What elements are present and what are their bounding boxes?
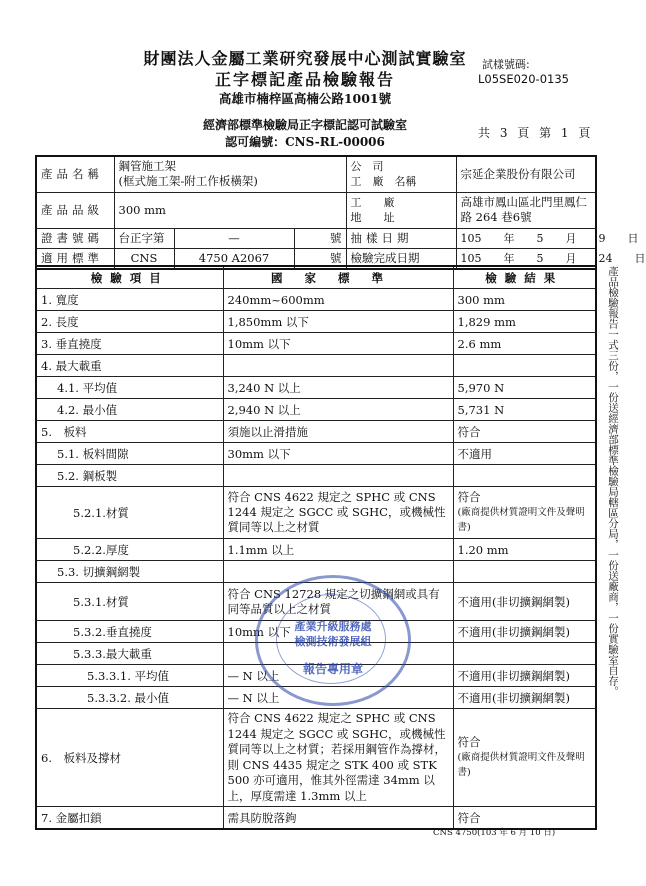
company-label: 公 司 工 廠 名稱: [346, 156, 456, 192]
test-result: 符合: [457, 490, 481, 504]
test-item: 7. 金屬扣鎖: [36, 807, 223, 830]
test-item: 5.3.3.最大載重: [36, 643, 223, 665]
completion-date-label: 檢驗完成日期: [346, 248, 456, 269]
cert-number: —: [174, 228, 294, 248]
table-row: [36, 421, 596, 443]
test-result: 不適用(非切擴鋼網製): [453, 621, 596, 643]
stamp-text-line3: 報告專用章: [302, 662, 363, 676]
test-result: 符合: [453, 807, 596, 830]
test-results-table: [35, 265, 597, 830]
test-result: 5,731 N: [453, 399, 596, 421]
test-item: 5.3.1.材質: [36, 583, 223, 621]
completion-date: 105 年 5 月 24 日: [456, 248, 596, 269]
test-item: 5.3.3.2. 最小值: [36, 687, 223, 709]
table-row: [36, 399, 596, 421]
page-info: 共 3 頁 第 1 頁: [478, 126, 594, 140]
test-item: 4. 最大載重: [36, 355, 223, 377]
test-standard: — N 以上: [223, 687, 453, 709]
approval-number: 認可編號：CNS-RL-00006: [225, 135, 385, 149]
test-item: 5.3.2.垂直撓度: [36, 621, 223, 643]
table-row: [36, 311, 596, 333]
test-standard: 3,240 N 以上: [223, 377, 453, 399]
report-number-label: 試樣號碼:: [482, 58, 530, 71]
test-standard: 240mm~600mm: [223, 289, 453, 311]
test-item: 5.1. 板料間隙: [36, 443, 223, 465]
lab-title: 財團法人金屬工業研究發展中心測試實驗室: [143, 49, 467, 68]
test-result: 不適用(非切擴鋼網製): [453, 583, 596, 621]
test-standard: 10mm 以下: [223, 333, 453, 355]
standard-suffix: 號: [294, 248, 346, 269]
table-row: [36, 443, 596, 465]
product-name: 鋼管施工架 (框式施工架-附工作板橫架): [114, 156, 346, 192]
table-row: [36, 709, 596, 807]
test-item: 1. 寬度: [36, 289, 223, 311]
test-item: 6. 板料及撐材: [36, 709, 223, 807]
test-result-cell: [453, 487, 596, 539]
grade-label: 產品品級: [36, 192, 114, 228]
test-standard: 需具防脫落鉤: [223, 807, 453, 830]
standard-prefix: CNS: [114, 248, 174, 269]
cert-suffix: 號: [294, 228, 346, 248]
test-result: [453, 355, 596, 377]
test-item: 5.2.1.材質: [36, 487, 223, 539]
test-standard: 符合 CNS 12728 規定之切擴鋼網或具有同等品質以上之材質: [223, 583, 453, 621]
test-result-cell: [453, 709, 596, 807]
product-grade: 300 mm: [114, 192, 346, 228]
column-header-standard: 國家標準: [223, 266, 453, 289]
product-name-label: 產品名稱: [36, 156, 114, 192]
test-result: 不適用(非切擴鋼網製): [453, 665, 596, 687]
test-result: [453, 561, 596, 583]
test-result-note: (廠商提供材質證明文件及聲明書): [457, 507, 585, 533]
cert-prefix: 台正字第: [114, 228, 174, 248]
factory-address-label: 工 廠 地 址: [346, 192, 456, 228]
sample-date-label: 抽樣日期: [346, 228, 456, 248]
test-result: 5,970 N: [453, 377, 596, 399]
column-header-item: 檢驗項目: [36, 266, 223, 289]
company-name: 宗延企業股份有限公司: [456, 156, 596, 192]
test-item: 2. 長度: [36, 311, 223, 333]
standard-label: 適用標準: [36, 248, 114, 269]
test-result: [453, 465, 596, 487]
test-result: 不適用(非切擴鋼網製): [453, 687, 596, 709]
test-standard: 2,940 N 以上: [223, 399, 453, 421]
table-row: [36, 487, 596, 539]
stamp-text-line2: 檢測技術發展組: [294, 635, 372, 648]
test-standard: 1.1mm 以上: [223, 539, 453, 561]
form-footer: CNS 4750(103 年 6 月 10 日): [433, 828, 556, 838]
test-standard: — N 以上: [223, 665, 453, 687]
side-note: 產品檢驗報告一式三份，一份送經濟部標準檢驗局轄區分局，一份送廠商，一份實驗室自存。: [607, 266, 619, 697]
report-number: L05SE020-0135: [478, 72, 569, 86]
stamp-text-line1: 產業升級服務處: [294, 620, 372, 633]
factory-address: 高雄市鳳山區北門里鳳仁路 264 巷6號: [456, 192, 596, 228]
test-result: 1.20 mm: [453, 539, 596, 561]
authority-line: 經濟部標準檢驗局正字標記認可試驗室: [202, 118, 407, 132]
test-item: 5. 板料: [36, 421, 223, 443]
test-item: 4.2. 最小值: [36, 399, 223, 421]
standard-number: 4750 A2067: [174, 248, 294, 269]
column-header-result: 檢驗結果: [453, 266, 596, 289]
test-standard: 30mm 以下: [223, 443, 453, 465]
test-item: 5.2.2.厚度: [36, 539, 223, 561]
test-result-note: (廠商提供材質證明文件及聲明書): [457, 752, 585, 778]
test-item: 3. 垂直撓度: [36, 333, 223, 355]
test-result: 不適用: [453, 443, 596, 465]
test-item: 5.3. 切擴鋼網製: [36, 561, 223, 583]
table-row: [36, 333, 596, 355]
table-row: [36, 465, 596, 487]
test-item: 5.3.3.1. 平均值: [36, 665, 223, 687]
cert-label: 證書號碼: [36, 228, 114, 248]
test-standard: 1,850mm 以下: [223, 311, 453, 333]
test-result: 符合: [453, 421, 596, 443]
test-standard: [223, 355, 453, 377]
product-info-table: [35, 155, 646, 270]
test-result: [453, 643, 596, 665]
table-row: [36, 539, 596, 561]
table-row: [36, 289, 596, 311]
official-stamp: [255, 575, 411, 706]
test-standard: [223, 465, 453, 487]
lab-address: 高雄市楠梓區高楠公路1001號: [218, 91, 392, 106]
test-result: 2.6 mm: [453, 333, 596, 355]
table-row: [36, 377, 596, 399]
test-standard: 10mm 以下: [223, 621, 453, 643]
report-title: 正字標記產品檢驗報告: [214, 70, 395, 89]
sample-date: 105 年 5 月 9 日: [456, 228, 596, 248]
table-row: [36, 355, 596, 377]
test-item: 4.1. 平均值: [36, 377, 223, 399]
test-item: 5.2. 鋼板製: [36, 465, 223, 487]
test-standard: 符合 CNS 4622 規定之 SPHC 或 CNS 1244 規定之 SGCC 或 SGHC，或機械性質同等以上之材質: [223, 487, 453, 539]
test-standard: 符合 CNS 4622 規定之 SPHC 或 CNS 1244 規定之 SGCC 或 SGHC，或機械性質同等以上之材質；若採用鋼管作為撐材，則 CNS 4435 規定之 STK 400 或 STK 500 亦可適用，惟其外徑需達 34mm 以上，厚度需達 1.3mm 以上: [223, 709, 453, 807]
test-result: 300 mm: [453, 289, 596, 311]
test-result: 1,829 mm: [453, 311, 596, 333]
test-result: 符合: [457, 735, 481, 749]
test-standard: 須施以止滑措施: [223, 421, 453, 443]
